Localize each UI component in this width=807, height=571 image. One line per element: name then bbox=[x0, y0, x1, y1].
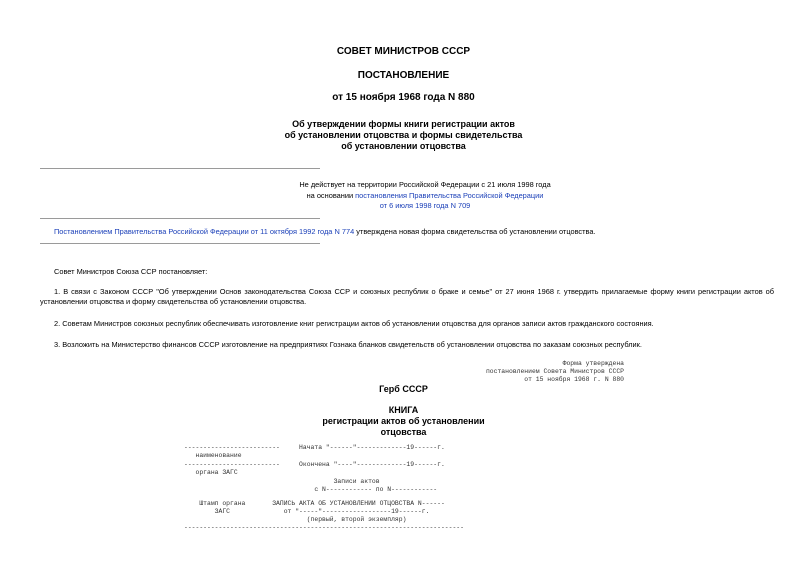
approval-line-3: от 15 ноября 1968 г. N 880 bbox=[524, 376, 624, 383]
repeal-decree-date-link[interactable]: от 6 июля 1998 года N 709 bbox=[379, 201, 471, 210]
form-row-10: ------------------------------------------------------------------------- bbox=[184, 524, 464, 531]
approval-line-2: постановлением Совета Министров СССР bbox=[485, 368, 624, 375]
title-line-2: об установлении отцовства и формы свидетельства bbox=[284, 130, 523, 140]
status-line-1: Не действует на территории Российской Федерации с 21 июля 1998 года bbox=[299, 180, 551, 189]
doc-type-heading: ПОСТАНОВЛЕНИЕ bbox=[357, 70, 450, 81]
amendment-decree-link[interactable]: Постановлением Правительства Российской Федерации от 11 октября 1992 года N 774 bbox=[54, 227, 355, 236]
title-line-1: Об утверждении формы книги регистрации актов bbox=[292, 119, 515, 129]
form-row-7: Штамп органа ЗАПИСЬ АКТА ОБ УСТАНОВЛЕНИИ ОТЦОВСТВА N------ bbox=[184, 500, 445, 507]
repeal-decree-link[interactable]: постановления Правительства Российской Федерации bbox=[355, 190, 544, 200]
intro-paragraph: Совет Министров Союза ССР постановляет: bbox=[54, 267, 208, 276]
divider-bottom bbox=[40, 243, 320, 244]
date-number-heading: от 15 ноября 1968 года N 880 bbox=[332, 92, 475, 103]
amendment-note bbox=[54, 227, 794, 236]
form-row-4: органа ЗАГС bbox=[184, 469, 238, 476]
form-row-9: (первый, второй экземпляр) bbox=[184, 516, 407, 523]
paragraph-2: 2. Советам Министров союзных республик обеспечивать изготовление книг регистрации актов об установлении отцовства для органов записи актов гражданского состояния. bbox=[54, 319, 654, 328]
form-row-5: Записи актов bbox=[184, 478, 380, 485]
divider-top bbox=[40, 168, 320, 169]
divider-middle bbox=[40, 218, 320, 219]
status-line-2 bbox=[260, 191, 590, 202]
approval-stamp bbox=[440, 360, 624, 384]
status-notice bbox=[260, 180, 590, 212]
book-subtitle-1: регистрации актов об установлении bbox=[322, 416, 485, 426]
emblem-label: Герб СССР bbox=[379, 384, 428, 394]
form-row-8: ЗАГС от "-----"------------------19------г. bbox=[184, 508, 430, 515]
status-line-3 bbox=[260, 201, 590, 212]
form-row-6: с N------------ по N------------ bbox=[184, 486, 438, 493]
status-prefix: на основании bbox=[306, 190, 356, 200]
book-subtitle-2: отцовства bbox=[380, 427, 427, 437]
paragraph-3: 3. Возложить на Министерство финансов СССР изготовление на предприятиях Гознака бланков свидетельств об установлении отцовства по заказам союзных республик. bbox=[54, 340, 642, 349]
approval-line-1: Форма утверждена bbox=[562, 360, 624, 367]
book-title-block bbox=[0, 405, 807, 438]
form-row-2: наименование bbox=[184, 452, 242, 459]
document-title bbox=[0, 119, 807, 152]
authority-heading: СОВЕТ МИНИСТРОВ СССР bbox=[336, 46, 471, 57]
form-row-1: ------------------------- Начата "------"-------------19------г. bbox=[184, 444, 445, 451]
form-row-3: ------------------------- Окончена "----"-------------19------г. bbox=[184, 461, 445, 468]
paragraph-1: 1. В связи с Законом СССР "Об утверждении Основ законодательства Союза ССР и союзных республик о браке и семье" от 27 июня 1968 г. утвердить прилагаемые форму книги регистрации актов об установлении отцовства и форму свидетельства об установлении отцовства. bbox=[40, 287, 774, 306]
book-title: КНИГА bbox=[388, 405, 419, 415]
title-line-3: об установлении отцовства bbox=[341, 141, 466, 151]
amendment-text: утверждена новая форма свидетельства об установлении отцовства. bbox=[354, 227, 596, 236]
